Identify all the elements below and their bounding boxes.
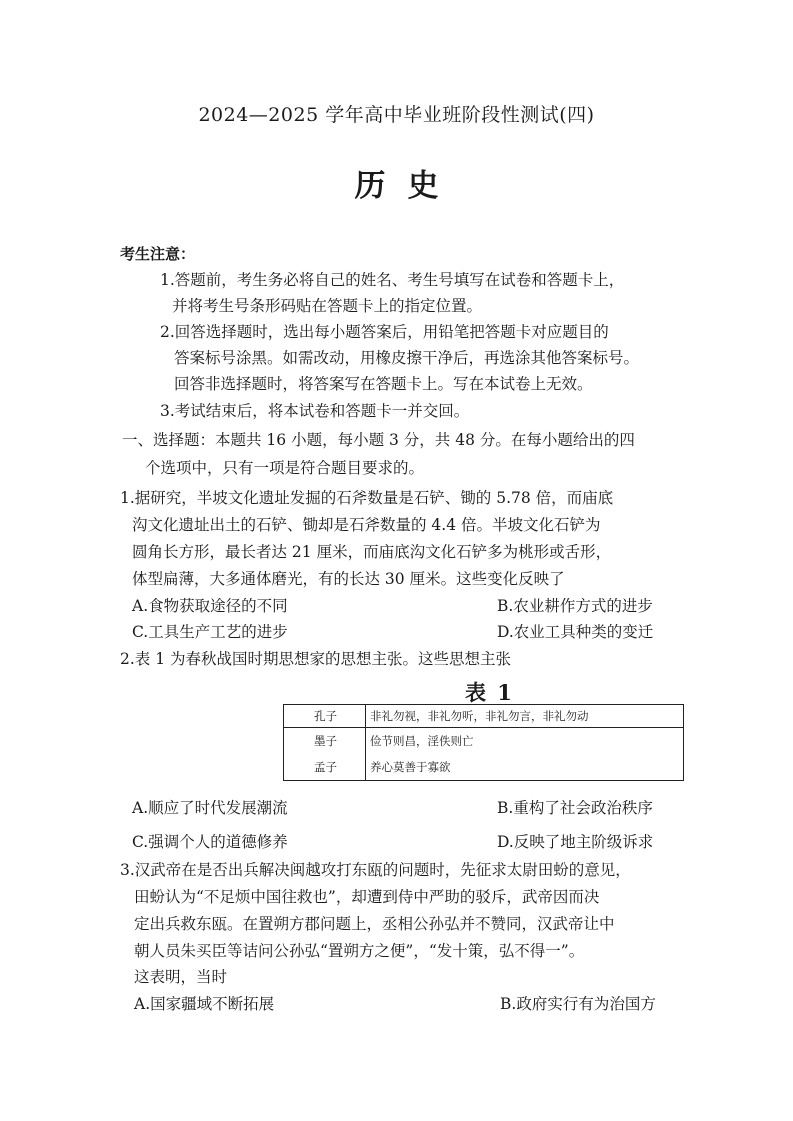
question-2-option-b: B.重构了社会政治秩序 bbox=[497, 799, 653, 817]
question-1-option-b: B.农业耕作方式的进步 bbox=[497, 597, 653, 615]
question-3-stem: 朝人员朱买臣等诘问公孙弘“置朔方之便”，“发十策，弘不得一”。 bbox=[134, 942, 585, 960]
question-3-stem: 定出兵救东瓯。在置朔方郡问题上，丞相公孙弘并不赞同，汉武帝让中 bbox=[134, 915, 615, 933]
question-1-stem: 体型扁薄，大多通体磨光，有的长达 30 厘米。这些变化反映了 bbox=[132, 570, 565, 588]
table-cell-idea: 非礼勿视，非礼勿听，非礼勿言，非礼勿动 bbox=[366, 705, 684, 728]
question-1-stem: 1.据研究，半坡文化遗址发掘的石斧数量是石铲、锄的 5.78 倍，而庙底 bbox=[120, 489, 614, 507]
question-2-option-d: D.反映了地主阶级诉求 bbox=[497, 833, 654, 851]
notice-line: 答案标号涂黑。如需改动，用橡皮擦干净后，再选涂其他答案标号。 bbox=[174, 349, 640, 367]
thinkers-table bbox=[283, 704, 684, 781]
question-1-stem: 沟文化遗址出土的石铲、锄却是石斧数量的 4.4 倍。半坡文化石铲为 bbox=[132, 516, 601, 534]
section-heading: 一、选择题：本题共 16 小题，每小题 3 分，共 48 分。在每小题给出的四 bbox=[122, 431, 635, 449]
question-1-option-c: C.工具生产工艺的进步 bbox=[132, 623, 288, 641]
question-2-option-a: A.顺应了时代发展潮流 bbox=[132, 799, 288, 817]
table-caption: 表 1 bbox=[465, 680, 514, 705]
question-3-option-a: A.国家疆域不断拓展 bbox=[134, 995, 275, 1013]
table-row bbox=[284, 754, 684, 781]
notice-line: 回答非选择题时，将答案写在答题卡上。写在本试卷上无效。 bbox=[174, 375, 593, 393]
question-1-option-a: A.食物获取途径的不同 bbox=[132, 597, 288, 615]
table-cell-idea: 俭节则昌，淫佚则亡 bbox=[366, 728, 684, 755]
question-2-option-c: C.强调个人的道德修养 bbox=[132, 833, 288, 851]
notice-line: 1.答题前，考生务必将自己的姓名、考生号填写在试卷和答题卡上， bbox=[160, 271, 625, 289]
exam-title: 2024—2025 学年高中毕业班阶段性测试(四) bbox=[198, 104, 595, 126]
question-3-stem: 3.汉武帝在是否出兵解决闽越攻打东瓯的问题时，先征求太尉田蚡的意见， bbox=[120, 861, 631, 879]
notice-line: 3.考试结束后，将本试卷和答题卡一并交回。 bbox=[160, 402, 470, 420]
section-heading-cont: 个选项中，只有一项是符合题目要求的。 bbox=[145, 459, 425, 477]
table-cell-idea: 养心莫善于寡欲 bbox=[366, 754, 684, 781]
question-2-stem: 2.表 1 为春秋战国时期思想家的思想主张。这些思想主张 bbox=[120, 650, 512, 668]
table-cell-name: 墨子 bbox=[284, 728, 366, 755]
table-row bbox=[284, 728, 684, 755]
table-cell-name: 孟子 bbox=[284, 754, 366, 781]
notice-line: 2.回答选择题时，选出每小题答案后，用铅笔把答题卡对应题目的 bbox=[160, 323, 609, 341]
notice-line: 并将考生号条形码贴在答题卡上的指定位置。 bbox=[172, 297, 483, 315]
table-row bbox=[284, 705, 684, 728]
question-3-stem: 田蚡认为“不足烦中国往救也”，却遭到侍中严助的驳斥，武帝因而决 bbox=[134, 888, 600, 906]
notice-heading: 考生注意： bbox=[120, 245, 196, 263]
question-1-stem: 圆角长方形，最长者达 21 厘米，而庙底沟文化石铲多为桃形或舌形， bbox=[132, 543, 612, 561]
question-3-option-b: B.政府实行有为治国方 bbox=[500, 995, 656, 1013]
question-3-stem: 这表明，当时 bbox=[134, 968, 228, 986]
question-1-option-d: D.农业工具种类的变迁 bbox=[497, 623, 654, 641]
table-cell-name: 孔子 bbox=[284, 705, 366, 728]
subject-heading: 历史 bbox=[354, 168, 461, 204]
